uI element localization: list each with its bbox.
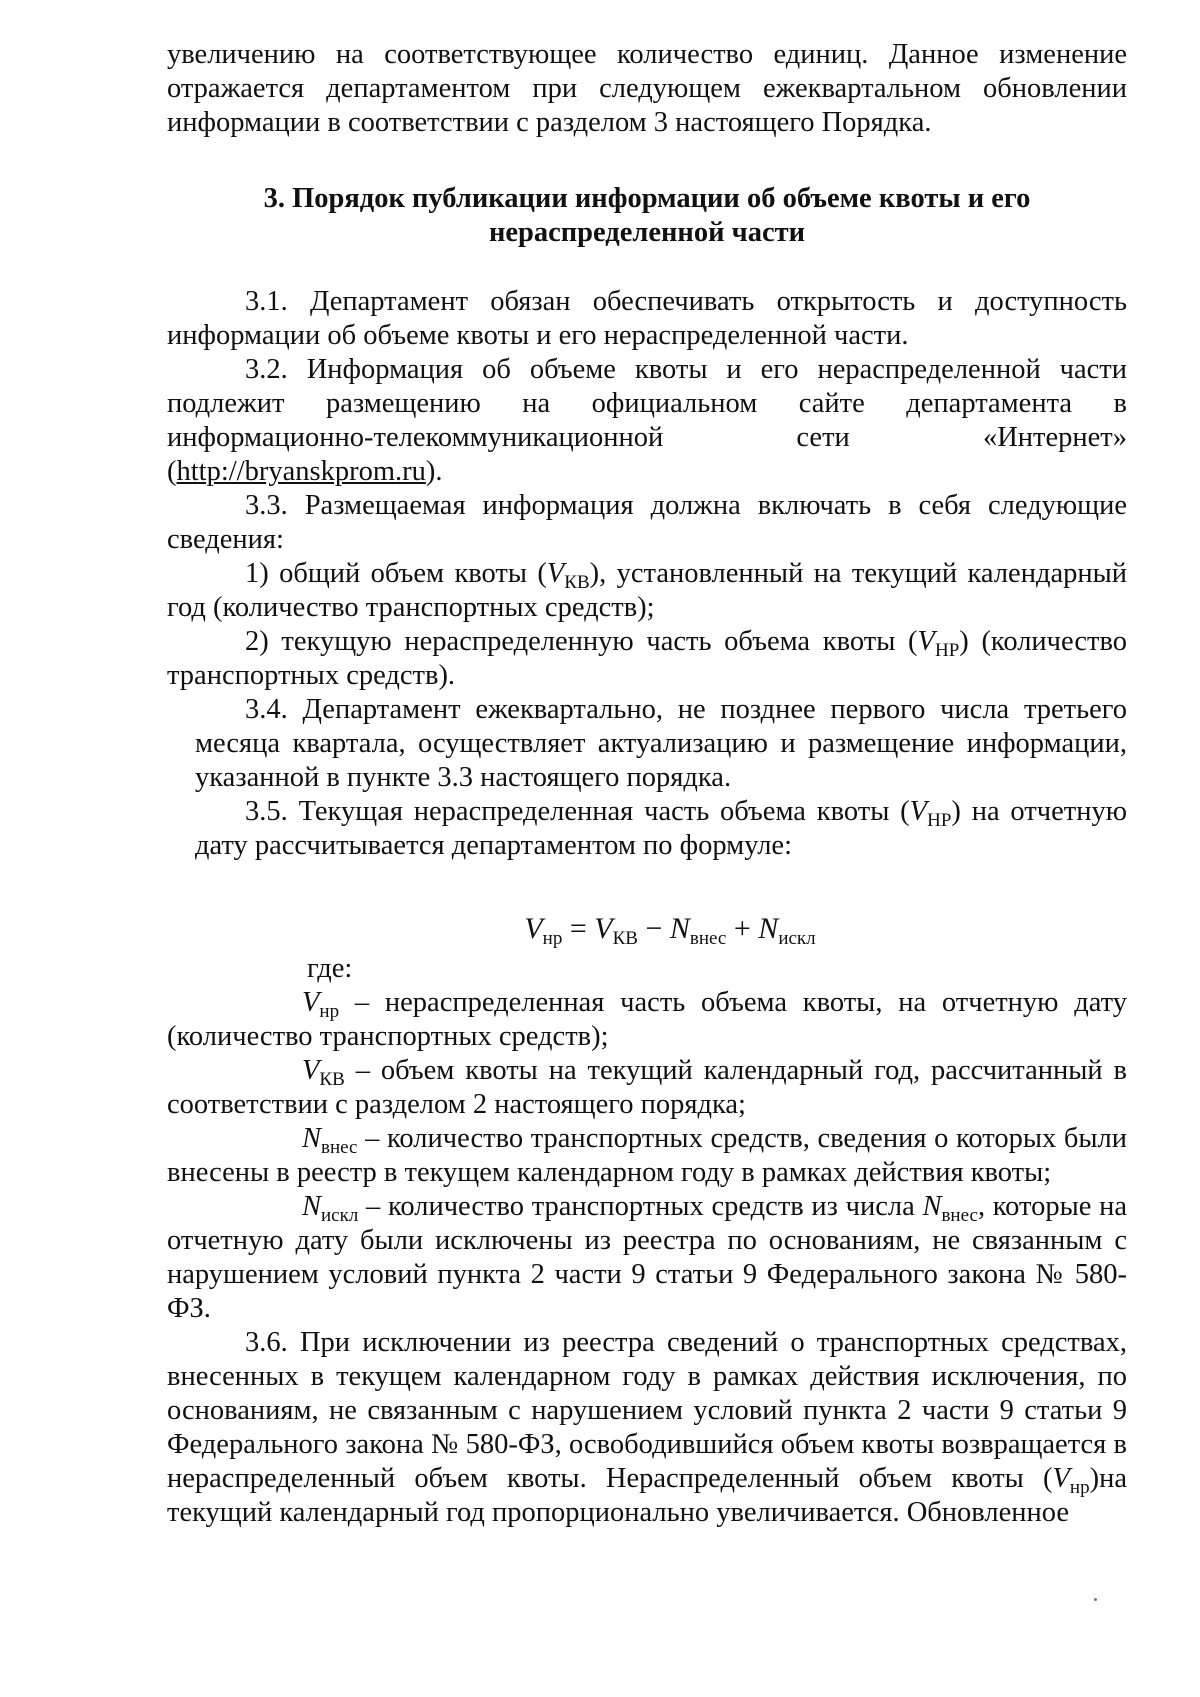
definition-v-np xyxy=(167,986,1127,1054)
symbol-n: N xyxy=(302,1191,322,1222)
subscript-np: нр xyxy=(542,928,563,949)
subscript-kv: КВ xyxy=(319,1069,345,1090)
list-item-2 xyxy=(167,625,1127,693)
section-heading xyxy=(167,182,1127,250)
formula-plus: + xyxy=(726,912,759,945)
paragraph-3-5-end: ) на отчетную дату рассчитывается департаментом по формуле: xyxy=(195,796,1127,861)
symbol-n: N xyxy=(922,1191,942,1222)
definition-v-kv xyxy=(167,1054,1127,1122)
paragraph-3-5 xyxy=(167,795,1127,863)
paragraph-3-6-start: 3.6. При исключении из реестра сведений о транспортных средствах, внесенных в текущем календарном году в рамках действия исключения, по основаниям, не связанным с нарушением условий пункта 2 части 9 статьи 9 Федерального закона № 580-ФЗ, освободившийся объем квоты возвращается в нераспределенный объем квоты. Нераспределенный объем квоты ( xyxy=(167,1327,1127,1494)
where-label: где: xyxy=(307,953,353,984)
subscript-kv: КВ xyxy=(564,572,590,593)
subscript-iskl: искл xyxy=(321,1205,359,1226)
paragraph-3-4: 3.4. Департамент ежеквартально, не позднее первого числа третьего месяца квартала, осуществляет актуализацию и размещение информации, указанной в пункте 3.3 настоящего порядка. xyxy=(195,694,1127,793)
definition-text: – нераспределенная часть объема квоты, на отчетную дату (количество транспортных средств); xyxy=(167,987,1127,1052)
symbol-v: V xyxy=(909,796,928,827)
list-item-2-start: 2) текущую нераспределенную часть объема квоты ( xyxy=(245,626,918,657)
symbol-v: V xyxy=(524,912,543,945)
paragraph-3-2-text: 3.2. Информация об объеме квоты и его нераспределенной части подлежит размещению на официальном сайте департамента в информационно-телекоммуникационной сети «Интернет» ( xyxy=(167,354,1127,487)
paragraph-3-6-end: )на текущий календарный год пропорционально увеличивается. Обновленное xyxy=(167,1463,1127,1528)
formula-minus: − xyxy=(637,912,670,945)
subscript-iskl: искл xyxy=(778,928,816,949)
symbol-n: N xyxy=(758,912,779,945)
formula xyxy=(0,912,1200,949)
formula-equals: = xyxy=(562,912,595,945)
definition-text-end: , которые на отчетную дату были исключены из реестра по основаниям, не связанным с нарушением условий пункта 2 части 9 статьи 9 Федерального закона № 580-ФЗ. xyxy=(167,1191,1127,1324)
symbol-v: V xyxy=(1052,1463,1070,1494)
subscript-vnes: внес xyxy=(321,1137,358,1158)
symbol-v: V xyxy=(594,912,613,945)
symbol-v: V xyxy=(302,987,320,1018)
paragraph-3-2 xyxy=(167,353,1127,489)
definitions xyxy=(167,952,1127,1530)
definition-n-vnes xyxy=(167,1122,1127,1190)
definition-text: – количество транспортных средств из числа xyxy=(358,1191,923,1222)
paragraph-3-2-end: ). xyxy=(425,456,443,487)
subscript-np: нр xyxy=(319,1001,340,1022)
section-title-line-1: 3. Порядок публикации информации об объеме квоты и его xyxy=(263,183,1031,214)
website-link[interactable]: http://bryanskprom.ru xyxy=(176,456,426,487)
paragraph-text: увеличению на соответствующее количество единиц. Данное изменение отражается департаментом при следующем ежеквартальном обновлении информации в соответствии с разделом 3 настоящего Порядка. xyxy=(167,39,1127,138)
definition-text: – количество транспортных средств, сведения о которых были внесены в реестр в текущем календарном году в рамках действия квоты; xyxy=(167,1123,1127,1188)
symbol-v: V xyxy=(917,626,935,657)
list-item-1 xyxy=(167,557,1127,625)
paragraph-continuation xyxy=(167,38,1127,140)
symbol-n: N xyxy=(302,1123,322,1154)
paragraph-3-6 xyxy=(167,1326,1127,1530)
subscript-vnes: внес xyxy=(941,1205,978,1226)
section-title-line-2: нераспределенной части xyxy=(488,217,806,248)
scan-artifact xyxy=(1094,1598,1097,1601)
paragraph-3-3: 3.3. Размещаемая информация должна включать в себя следующие сведения: xyxy=(167,490,1127,555)
subscript-hp: НР xyxy=(927,810,952,831)
subscript-np: нр xyxy=(1069,1477,1090,1498)
list-item-2-end: ) (количество транспортных средств). xyxy=(167,626,1127,691)
list-item-1-start: 1) общий объем квоты ( xyxy=(245,558,547,589)
paragraph-3-1: 3.1. Департамент обязан обеспечивать открытость и доступность информации об объеме квоты и его нераспределенной части. xyxy=(167,286,1127,351)
subscript-kv: КВ xyxy=(612,928,638,949)
subscript-hp: НР xyxy=(934,640,960,661)
symbol-v: V xyxy=(546,558,565,589)
symbol-v: V xyxy=(302,1055,320,1086)
symbol-n: N xyxy=(669,912,690,945)
subscript-vnes: внес xyxy=(689,928,727,949)
definition-n-iskl xyxy=(167,1190,1127,1326)
definition-text: – объем квоты на текущий календарный год, рассчитанный в соответствии с разделом 2 настоящего порядка; xyxy=(167,1055,1127,1120)
list-item-1-end: ), установленный на текущий календарный год (количество транспортных средств); xyxy=(167,558,1128,623)
paragraph-3-5-start: 3.5. Текущая нераспределенная часть объема квоты ( xyxy=(245,796,910,827)
body-text xyxy=(167,285,1127,863)
